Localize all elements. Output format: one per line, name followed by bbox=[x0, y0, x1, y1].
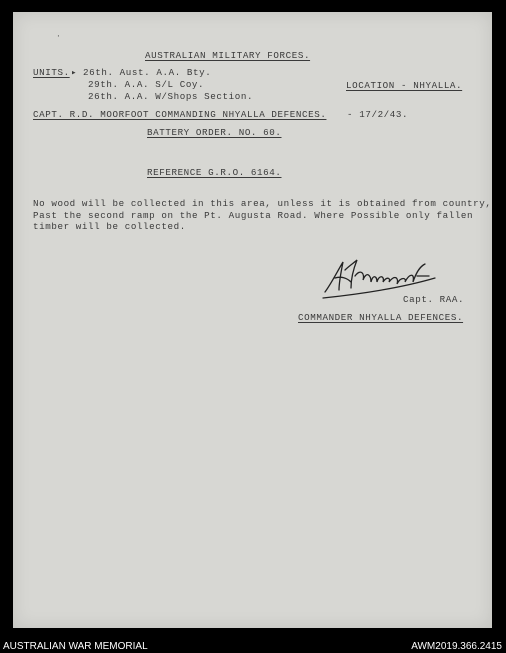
body-line-3: timber will be collected. bbox=[33, 221, 186, 232]
order-title: BATTERY ORDER. NO. 60. bbox=[147, 127, 282, 138]
location-line: LOCATION - NHYALLA. bbox=[346, 80, 463, 91]
signatory-rank: Capt. RAA. bbox=[403, 294, 465, 305]
signoff-line: COMMANDER NHYALLA DEFENCES. bbox=[298, 312, 464, 323]
reference-line: REFERENCE G.R.O. 6164. bbox=[147, 167, 282, 178]
body-line-1: No wood will be collected in this area, unless it is obtained from country, bbox=[33, 198, 492, 209]
paper-mark: · bbox=[56, 32, 61, 41]
units-arrow: ▸ bbox=[71, 67, 78, 78]
footer-institution: AUSTRALIAN WAR MEMORIAL bbox=[3, 641, 148, 652]
order-date: - 17/2/43. bbox=[347, 109, 409, 120]
document-heading: AUSTRALIAN MILITARY FORCES. bbox=[145, 50, 311, 61]
footer-accession-number: AWM2019.366.2415 bbox=[411, 641, 502, 652]
unit-line-3: 26th. A.A. W/Shops Section. bbox=[88, 91, 254, 102]
body-line-2: Past the second ramp on the Pt. Augusta Road. Where Possible only fallen bbox=[33, 210, 474, 221]
unit-line-1: 26th. Aust. A.A. Bty. bbox=[83, 67, 212, 78]
document-page bbox=[13, 12, 492, 628]
command-line: CAPT. R.D. MOORFOOT COMMANDING NHYALLA DEFENCES. bbox=[33, 109, 327, 120]
units-label: UNITS. bbox=[33, 67, 70, 78]
unit-line-2: 29th. A.A. S/L Coy. bbox=[88, 79, 205, 90]
